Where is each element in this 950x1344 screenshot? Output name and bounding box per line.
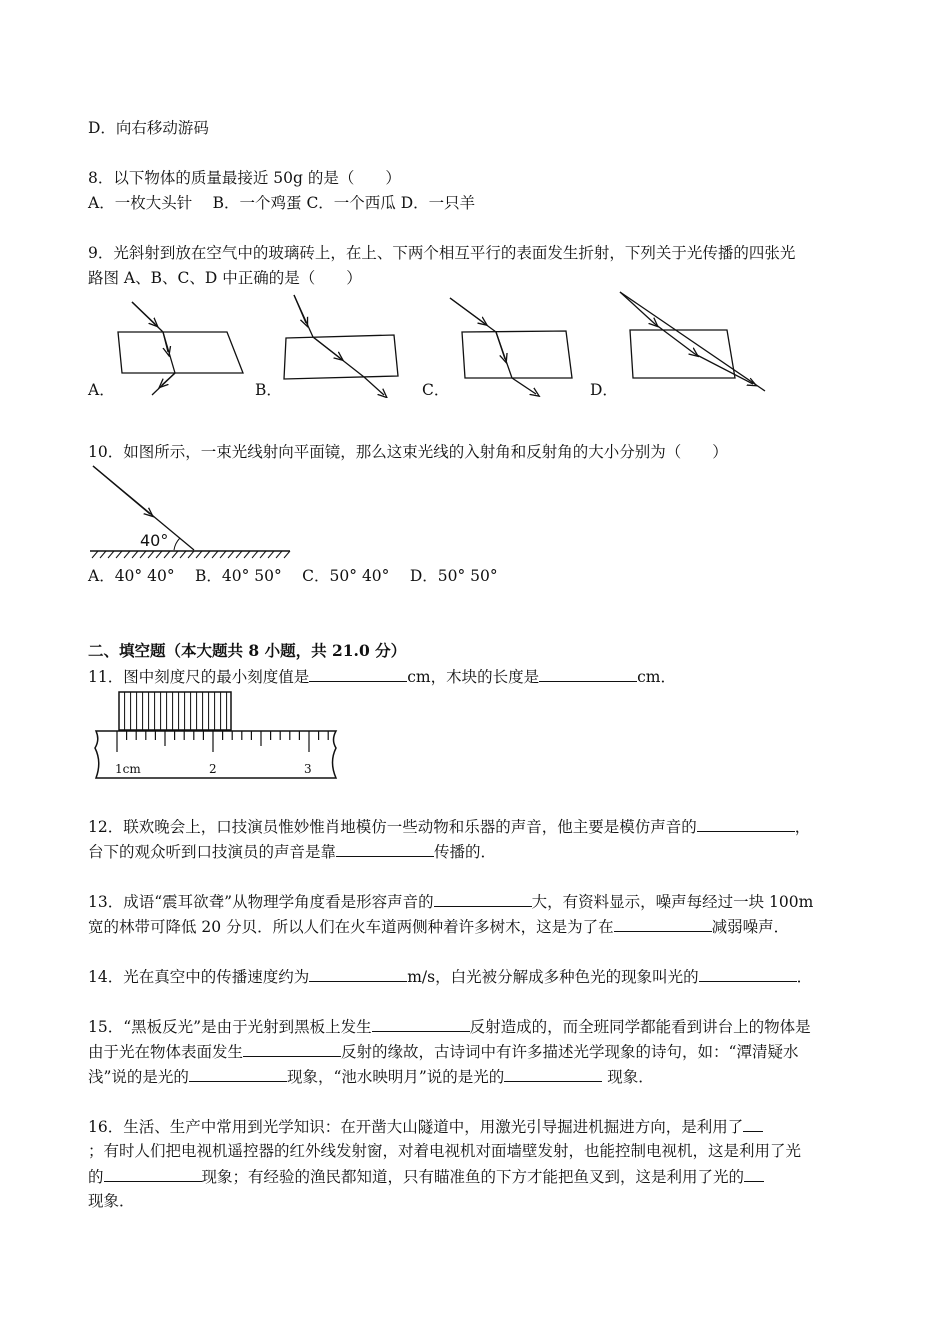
q15-text-3c: 现象．: [602, 1068, 654, 1086]
q14-blank-2[interactable]: [699, 966, 797, 982]
q15-blank-1[interactable]: [372, 1016, 470, 1032]
q9-label-a: A．: [88, 381, 115, 399]
section2-heading: 二、填空题（本大题共 8 小题，共 21.0 分）: [88, 641, 407, 660]
q9-label-b: B．: [255, 381, 282, 399]
q10-options: A．40° 40° B．40° 50° C．50° 40° D．50° 50°: [88, 567, 498, 585]
q15-text-2b: 反射的缘故，古诗词中有许多描述光学现象的诗句，如：“潭清疑水: [341, 1043, 799, 1061]
q13-text-1a: 13．成语“震耳欲聋”从物理学角度看是形容声音的: [88, 893, 434, 911]
q16-blank-1[interactable]: [743, 1116, 763, 1132]
q9-stem-line2: 路图 A、B、C、D 中正确的是（ ）: [88, 269, 362, 287]
q11-ruler-label-3: 3: [304, 762, 312, 776]
q12-blank-2[interactable]: [336, 841, 434, 857]
q11-blank-1[interactable]: [309, 666, 407, 682]
q15-text-2a: 由于光在物体表面发生: [88, 1043, 244, 1061]
q16-blank-3[interactable]: [744, 1166, 764, 1182]
q12-blank-1[interactable]: [697, 816, 795, 832]
q12-text-2a: 台下的观众听到口技演员的声音是靠: [88, 843, 337, 861]
q16-line4: 现象．: [88, 1192, 135, 1210]
q9-diagram-a: [110, 300, 250, 400]
q9-diagram-c: [448, 296, 588, 398]
q16-line1: [88, 1116, 763, 1137]
q8-options: A．一枚大头针 B．一个鸡蛋 C．一个西瓜 D．一只羊: [88, 194, 476, 212]
q16-text-3b: 现象；有经验的渔民都知道，只有瞄准鱼的下方才能把鱼叉到，这是利用了光的: [201, 1168, 745, 1186]
q15-text-3a: 浅”说的是光的: [88, 1068, 189, 1086]
q16-text-3a: 的: [88, 1168, 104, 1186]
q12-text-1: 12．联欢晚会上，口技演员惟妙惟肖地模仿一些动物和乐器的声音，他主要是模仿声音的: [88, 818, 697, 836]
q9-label-c: C．: [422, 381, 450, 399]
q11-part3: cm．: [637, 668, 677, 686]
q16-blank-2[interactable]: [104, 1166, 202, 1182]
q13-line1: [88, 891, 813, 912]
q13-line2: [88, 916, 789, 937]
q9-diagram-b: [280, 293, 410, 398]
q13-text-2a: 宽的林带可降低 20 分贝．所以人们在火车道两侧种着许多树木，这是为了在: [88, 918, 614, 936]
q16-line3: [88, 1166, 764, 1187]
q15-line3: [88, 1066, 654, 1087]
q13-blank-2[interactable]: [614, 916, 712, 932]
q12-line2: [88, 841, 496, 862]
q8-stem: 8．以下物体的质量最接近 50g 的是（ ）: [88, 169, 401, 187]
q15-blank-4[interactable]: [504, 1066, 602, 1082]
q16-line2: ；有时人们把电视机遥控器的红外线发射窗，对着电视机对面墙壁发射，也能控制电视机，这是利用了光: [88, 1142, 802, 1160]
q11-ruler-label-1cm: 1cm: [115, 762, 141, 776]
q13-blank-1[interactable]: [434, 891, 532, 907]
q11-line: [88, 666, 676, 687]
q14-text-b: m/s，白光被分解成多种色光的现象叫光的: [407, 968, 699, 986]
q9-stem-line1: 9．光斜射到放在空气中的玻璃砖上，在上、下两个相互平行的表面发生折射，下列关于光传播的四张光: [88, 244, 796, 262]
q12-text-1-end: ，: [794, 818, 811, 836]
q14-blank-1[interactable]: [309, 966, 407, 982]
q11-ruler-label-2: 2: [209, 762, 217, 776]
q11-part1: 11．图中刻度尺的最小刻度值是: [88, 668, 310, 686]
q10-stem: 10．如图所示，一束光线射向平面镜，那么这束光线的入射角和反射角的大小分别为（ ）: [88, 443, 728, 461]
q9-diagram-d: [615, 290, 770, 395]
q15-blank-3[interactable]: [189, 1066, 287, 1082]
q14-line: [88, 966, 812, 987]
q15-text-1b: 反射造成的，而全班同学都能看到讲台上的物体是: [469, 1018, 811, 1036]
q13-text-1b: 大，有资料显示，噪声每经过一块 100m: [531, 893, 814, 911]
q7-option-d: D．向右移动游码: [88, 119, 209, 137]
q15-line1: [88, 1016, 811, 1037]
q15-text-1a: 15．“黑板反光”是由于光射到黑板上发生: [88, 1018, 372, 1036]
q11-blank-2[interactable]: [539, 666, 637, 682]
q13-text-2b: 减弱噪声．: [711, 918, 790, 936]
q10-mirror-diagram: [88, 462, 298, 564]
q9-label-d: D．: [590, 381, 618, 399]
q12-line1: [88, 816, 810, 837]
q15-line2: [88, 1041, 798, 1062]
q15-blank-2[interactable]: [243, 1041, 341, 1057]
q12-text-2b: 传播的．: [434, 843, 497, 861]
q14-text-c: ．: [796, 968, 813, 986]
q15-text-3b: 现象，“池水映明月”说的是光的: [286, 1068, 505, 1086]
q14-text-a: 14．光在真空中的传播速度约为: [88, 968, 310, 986]
q16-text-1: 16．生活、生产中常用到光学知识：在开凿大山隧道中，用激光引导掘进机掘进方向，是利用了: [88, 1118, 744, 1136]
q11-part2: cm，木块的长度是: [407, 668, 540, 686]
q10-angle-label: 40°: [140, 531, 169, 550]
